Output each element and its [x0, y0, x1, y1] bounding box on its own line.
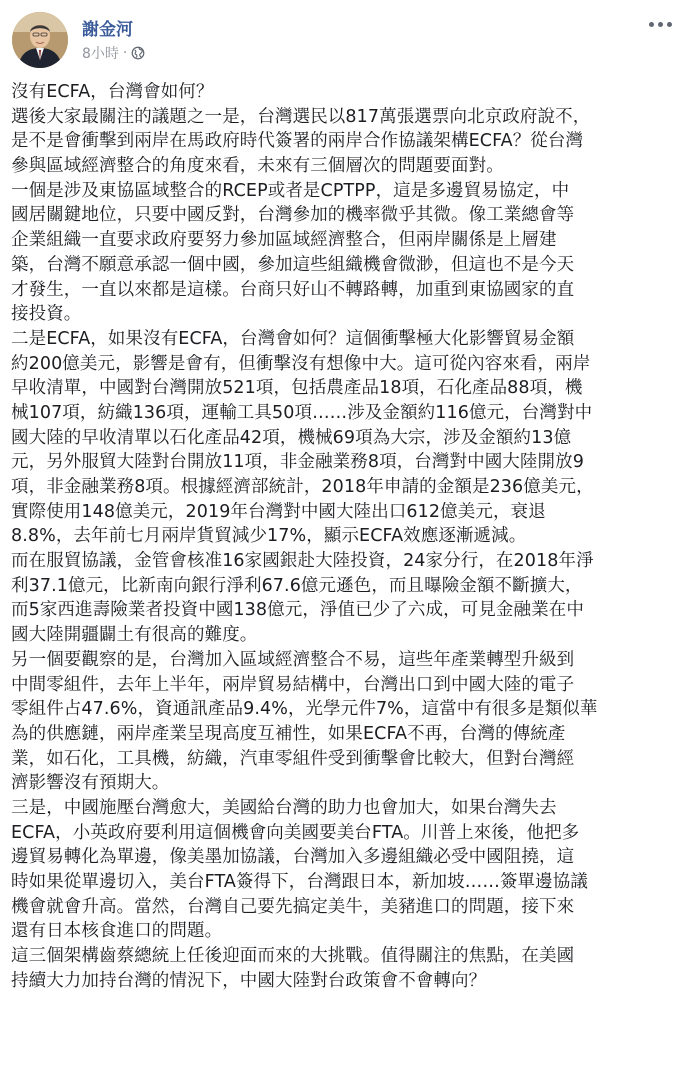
post-text-line: 築，台灣不願意承認一個中國，參加這些組織機會微渺，但這也不是今天 — [11, 254, 575, 275]
post-text-line: 利37.1億元，比新南向銀行淨利67.6億元遜色，而且曝險金額不斷擴大， — [11, 575, 583, 596]
post-text-line: 參與區域經濟整合的角度來看，未來有三個層次的問題要面對。 — [11, 156, 504, 177]
post-text-line: 這三個架構齒蔡總統上任後迎面而來的大挑戰。值得關注的焦點，在美國 — [11, 946, 575, 967]
post-text-line: 約200億美元，影響是會有，但衝擊沒有想像中大。這可從內容來看，兩岸 — [11, 353, 591, 374]
post-text-line: 8.8%，去年前七月兩岸貨貿減少17%，顯示ECFA效應逐漸遞減。 — [11, 526, 527, 547]
post-text-line: 時如果從單邊切入，美台FTA簽得下，台灣跟日本，新加坡……簽單邊協議 — [11, 872, 588, 892]
post-text-line: 國居關鍵地位，只要中國反對，台灣參加的機率微乎其微。像工業總會等 — [11, 205, 575, 226]
post-text-line: 企業組織一直要求政府要努力參加區域經濟整合，但兩岸關係是上層建 — [11, 230, 557, 251]
post-text-line: 是不是會衝擊到兩岸在馬政府時代簽署的兩岸合作協議架構ECFA？從台灣 — [11, 131, 584, 152]
post-text-line: 實際使用148億美元，2019年台灣對中國大陸出口612億美元，衰退 — [11, 501, 546, 522]
avatar[interactable] — [12, 12, 68, 68]
more-options-icon — [649, 22, 654, 27]
post-text-line: 邊貿易轉化為單邊，像美墨加協議，台灣加入多邊組織必受中國阻撓，這 — [11, 847, 575, 868]
meta-separator: · — [122, 45, 128, 61]
post-text-line: 還有日本核食進口的問題。 — [11, 921, 223, 942]
post-text-line: 零組件占47.6%，資通訊產品9.4%，光學元件7%，這當中有很多是類似華 — [11, 699, 598, 720]
globe-icon[interactable] — [131, 46, 145, 60]
post-text-line: ECFA，小英政府要利用這個機會向美國要美台FTA。川普上來後，他把多 — [11, 822, 580, 843]
post-meta — [82, 43, 145, 63]
post-text-line: 才發生，一直以來都是這樣。台商只好山不轉路轉，加重到東協國家的直 — [11, 279, 575, 300]
post-text-line: 持續大力加持台灣的情況下，中國大陸對台政策會不會轉向？ — [11, 970, 487, 991]
post-text-line: 而在服貿協議，金管會核准16家國銀赴大陸投資，24家分行，在2018年淨 — [11, 551, 594, 572]
post-text-line: 項，非金融業務8項。根據經濟部統計，2018年申請的金額是236億美元， — [11, 477, 594, 497]
more-options-icon — [658, 22, 663, 27]
more-options-icon — [667, 22, 672, 27]
post-text-line: 而5家西進壽險業者投資中國138億元，淨值已少了六成，可見金融業在中 — [11, 600, 584, 621]
post-text-line: 為的供應鏈，兩岸產業呈現高度互補性，如果ECFA不再，台灣的傳統產 — [11, 723, 566, 744]
post-text-line: 另一個要觀察的是，台灣加入區域經濟整合不易，這些年產業轉型升級到 — [11, 649, 575, 670]
post-text-line: 國大陸開疆闢土有很高的難度。 — [11, 625, 258, 646]
post-text-line: 早收清單，中國對台灣開放521項，包括農產品18項，石化產品88項，機 — [11, 378, 583, 399]
post-text-line: 機會就會升高。當然，台灣自己要先搞定美牛，美豬進口的問題，接下來 — [11, 896, 575, 917]
more-options-button[interactable] — [646, 14, 674, 34]
post-header — [12, 12, 674, 68]
author-name[interactable]: 謝金河 — [82, 20, 133, 40]
post-text-line: 三是，中國施壓台灣愈大，美國給台灣的助力也會加大，如果台灣失去 — [11, 797, 557, 818]
post-text-line: 業，如石化，工具機，紡織，汽車零組件受到衝擊會比較大，但對台灣經 — [11, 748, 575, 769]
post-timestamp[interactable]: 8小時 — [82, 46, 119, 62]
post-text-line: 國大陸的早收清單以石化產品42項，機械69項為大宗，涉及金額約13億 — [11, 427, 572, 448]
post-text — [11, 80, 675, 993]
post-text-line: 二是ECFA，如果沒有ECFA，台灣會如何？這個衝擊極大化影響貿易金額 — [11, 328, 575, 349]
post-text-line: 濟影響沒有預期大。 — [11, 773, 170, 794]
post-text-line: 接投資。 — [11, 304, 82, 325]
post-text-line: 沒有ECFA，台灣會如何？ — [11, 82, 214, 102]
post-text-line: 元，另外服貿大陸對台開放11項，非金融業務8項，台灣對中國大陸開放9 — [11, 452, 584, 473]
post-text-line: 一個是涉及東協區域整合的RCEP或者是CPTPP，這是多邊貿易協定，中 — [11, 180, 570, 201]
post-text-line: 選後大家最關注的議題之一是，台灣選民以817萬張選票向北京政府說不， — [11, 106, 591, 127]
avatar-image — [12, 12, 68, 68]
post-text-line: 中間零組件，去年上半年，兩岸貿易結構中，台灣出口到中國大陸的電子 — [11, 674, 575, 695]
post-text-line: 械107項，紡織136項，運輸工具50項……涉及金額約116億元，台灣對中 — [11, 402, 593, 423]
